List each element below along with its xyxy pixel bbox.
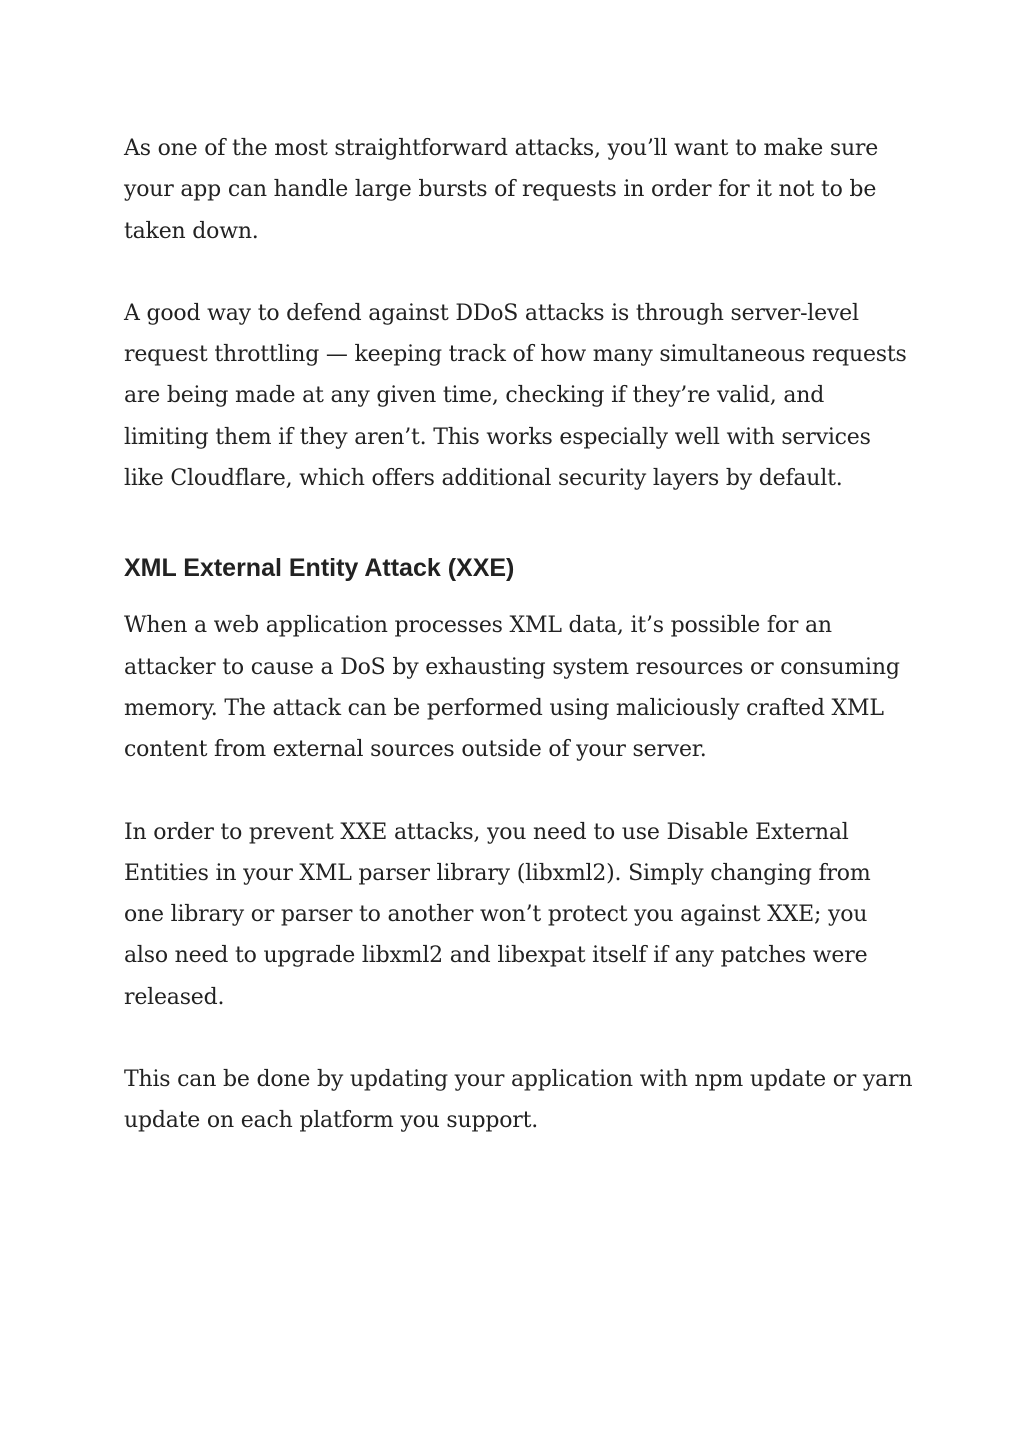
article-body	[124, 128, 914, 1183]
paragraph-xxe-intro: When a web application processes XML data, it’s possible for an attacker to cause a DoS by exhausting system resources or consuming memory. The attack can be performed using maliciously crafted XML content from external sources outside of your server.	[124, 613, 900, 763]
section-heading-xxe: XML External Entity Attack (XXE)	[124, 554, 515, 583]
paragraph-xxe-prevention: In order to prevent XXE attacks, you need to use Disable External Entities in your XML parser library (libxml2). Simply changing from one library or parser to another won’t protect you against XXE; you also need to upgrade libxml2 and libexpat itself if any patches were released.	[124, 819, 871, 1010]
paragraph-xxe-update: This can be done by updating your application with npm update or yarn update on each platform you support.	[124, 1067, 913, 1134]
paragraph-ddos-defense: A good way to defend against DDoS attacks is through server-level request throttling — keeping track of how many simultaneous requests are being made at any given time, checking if they’re valid, and limiting them if they aren’t. This works especially well with services like Cloudflare, which offers additional security layers by default.	[124, 300, 907, 492]
paragraph-ddos-intro: As one of the most straightforward attacks, you’ll want to make sure your app can handle large bursts of requests in order for it not to be taken down.	[124, 136, 879, 244]
